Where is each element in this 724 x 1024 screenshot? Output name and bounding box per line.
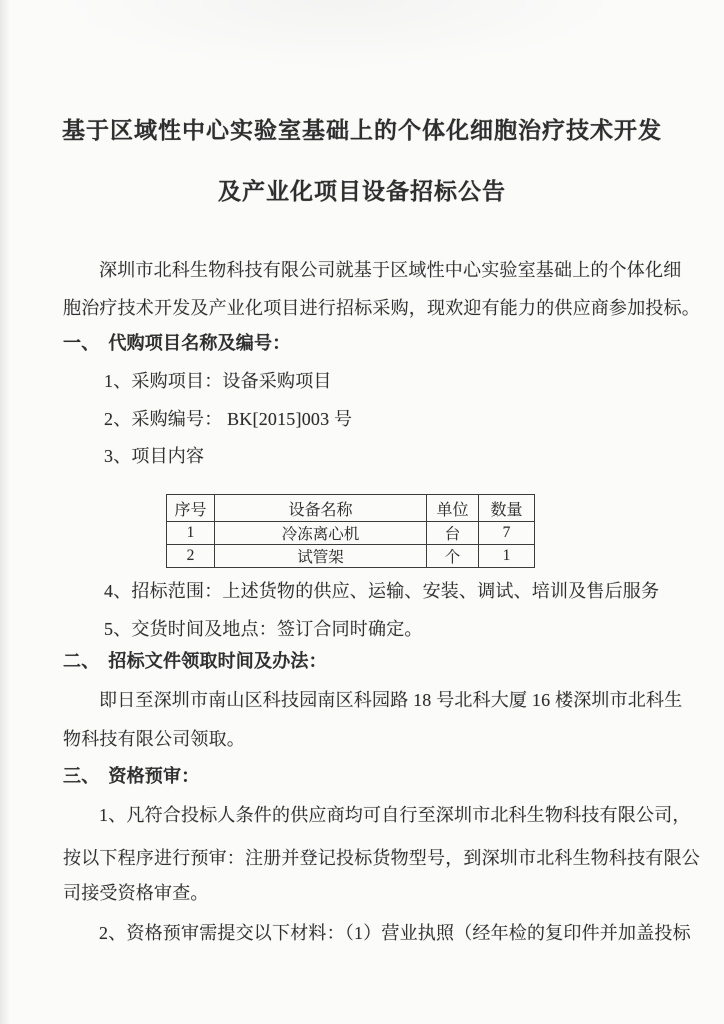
- section1-item3: 3、项目内容: [104, 446, 205, 466]
- section1-item1: 1、采购项目：设备采购项目: [104, 371, 332, 391]
- section3-number: 三、: [63, 766, 100, 786]
- section1-item4: 4、招标范围：上述货物的供应、运输、安装、调试、培训及售后服务: [104, 581, 660, 601]
- section3-p2-line1: 2、资格预审需提交以下材料：（1）营业执照（经年检的复印件并加盖投标: [99, 923, 691, 943]
- table-header-unit: 单位: [427, 495, 479, 522]
- section1-heading: [63, 330, 663, 356]
- section1-item2: 2、采购编号： BK[2015]003 号: [104, 409, 353, 429]
- table-cell-name: 试管架: [215, 545, 427, 568]
- section2-line2: 物科技有限公司领取。: [63, 729, 245, 749]
- section3-p1-line1: 1、凡符合投标人条件的供应商均可自行至深圳市北科生物科技有限公司，: [99, 805, 691, 825]
- table-cell-unit: 台: [427, 522, 479, 545]
- table-cell-unit: 个: [427, 545, 479, 568]
- equipment-table: [166, 494, 535, 568]
- section1-title: 代购项目名称及编号：: [108, 333, 291, 353]
- table-cell-name: 冷冻离心机: [215, 522, 427, 545]
- table-cell-seq: 2: [167, 545, 215, 568]
- table-cell-qty: 1: [479, 545, 535, 568]
- section2-line1: 即日至深圳市南山区科技园南区科园路 18 号北科大厦 16 楼深圳市北科生: [99, 690, 683, 710]
- table-row: [167, 522, 535, 545]
- section2-title: 招标文件领取时间及办法：: [108, 651, 327, 671]
- section3-title: 资格预审：: [108, 766, 200, 786]
- section1-number: 一、: [63, 333, 100, 353]
- table-header-row: [167, 495, 535, 522]
- section3-p1-line2: 按以下程序进行预审：注册并登记投标货物型号，到深圳市北科生物科技有限公: [63, 848, 700, 868]
- section3-heading: [63, 763, 663, 789]
- table-cell-qty: 7: [479, 522, 535, 545]
- table-header-qty: 数量: [479, 495, 535, 522]
- table-cell-seq: 1: [167, 522, 215, 545]
- section2-number: 二、: [63, 651, 100, 671]
- section2-heading: [63, 648, 663, 674]
- doc-title-line2: 及产业化项目设备招标公告: [218, 179, 506, 204]
- intro-line1: 深圳市北科生物科技有限公司就基于区域性中心实验室基础上的个体化细: [99, 260, 682, 280]
- section3-p1-line3: 司接受资格审查。: [63, 883, 209, 903]
- intro-line2: 胞治疗技术开发及产业化项目进行招标采购，现欢迎有能力的供应商参加投标。: [63, 298, 700, 318]
- table-row: [167, 545, 535, 568]
- doc-title-line1: 基于区域性中心实验室基础上的个体化细胞治疗技术开发: [62, 118, 662, 143]
- section1-item5: 5、交货时间及地点：签订合同时确定。: [104, 619, 423, 639]
- table-header-name: 设备名称: [215, 495, 427, 522]
- table-header-seq: 序号: [167, 495, 215, 522]
